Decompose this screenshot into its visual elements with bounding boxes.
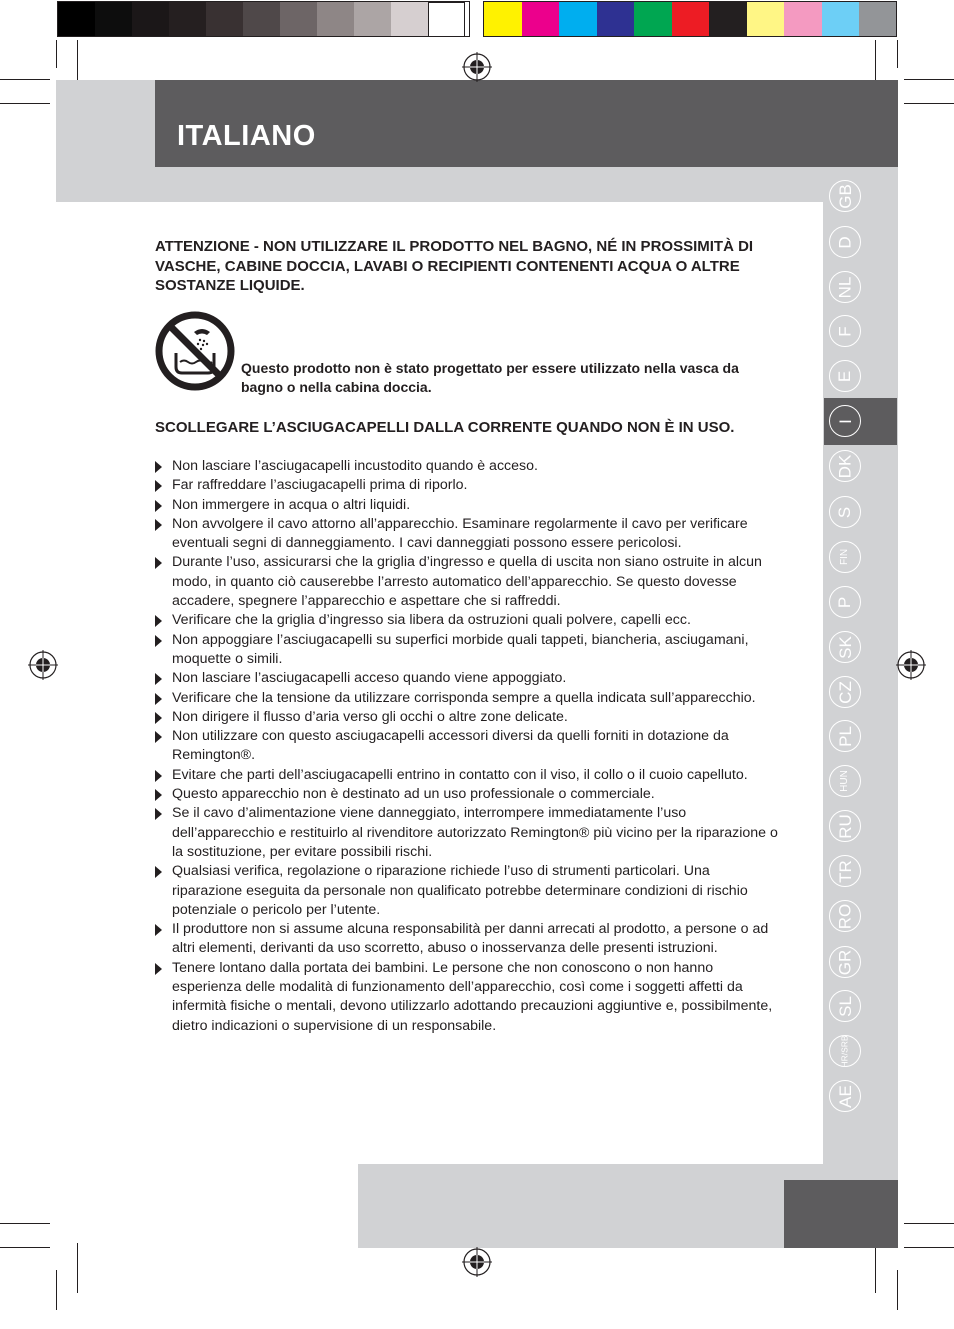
list-item	[155, 515, 780, 554]
language-tab-p[interactable]	[829, 586, 861, 618]
language-tab-hr-srb[interactable]	[829, 1035, 861, 1067]
language-tab-label: PL	[835, 725, 855, 747]
language-tab-nl[interactable]	[829, 271, 861, 303]
language-tab-hun[interactable]	[829, 765, 861, 797]
language-tab-label: SL	[835, 995, 855, 1017]
language-tab-label: P	[835, 596, 855, 608]
safety-instructions-list	[155, 457, 780, 1036]
list-item-text: Qualsiasi verifica, regolazione o riparazione richiede l’uso di strumenti particolari. Una riparazione eseguita da personale non qualificato potrebbe determinare condizioni di rischio potenziale o pericolo per l’utente.	[172, 863, 748, 918]
list-item	[155, 669, 780, 688]
list-item	[155, 496, 780, 515]
list-item	[155, 708, 780, 727]
list-item	[155, 457, 780, 476]
list-item	[155, 804, 780, 862]
language-tab-label: S	[835, 506, 855, 518]
language-tab-f[interactable]	[829, 315, 861, 347]
language-tab-sk[interactable]	[829, 631, 861, 663]
language-tab-tr[interactable]	[829, 855, 861, 887]
crop-mark	[0, 103, 50, 104]
language-tab-dk[interactable]	[829, 450, 861, 482]
crop-mark	[904, 1247, 954, 1248]
language-tab-label: I	[835, 418, 855, 424]
list-item	[155, 689, 780, 708]
language-tab-cz[interactable]	[829, 676, 861, 708]
list-item-text: Questo apparecchio non è destinato ad un uso professionale o commerciale.	[172, 786, 655, 803]
crosshair-registration-icon	[896, 650, 926, 680]
list-item-text: Non dirigere il flusso d’aria verso gli occhi o altre zone delicate.	[172, 708, 568, 725]
list-item-text: Non lasciare l’asciugacapelli incustodito quando è acceso.	[172, 458, 538, 474]
bullet-arrow-icon	[155, 635, 162, 647]
list-item-text: Il produttore non si assume alcuna responsabilità per danni arrecati al prodotto, a persone o ad altri elementi, derivanti da uso scorretto, abuso o inosservanza delle presenti istruzioni.	[172, 921, 769, 957]
language-tab-gb[interactable]	[829, 180, 861, 212]
page-title: ITALIANO	[177, 120, 316, 152]
list-item	[155, 476, 780, 495]
list-item-text: Non lasciare l’asciugacapelli acceso quando viene appoggiato.	[172, 670, 567, 687]
bullet-arrow-icon	[155, 808, 162, 820]
list-item-text: Non utilizzare con questo asciugacapelli accessori diversi da quelli forniti in dotazione da Remington®.	[172, 728, 729, 764]
crop-mark	[0, 79, 50, 80]
bullet-arrow-icon	[155, 461, 162, 473]
language-tab-label: E	[835, 370, 855, 382]
language-tab-label: CZ	[835, 680, 855, 704]
language-tab-gr[interactable]	[829, 946, 861, 978]
list-item-text: Evitare che parti dell’asciugacapelli entrino in contatto con il viso, il collo o il cuoio capelluto.	[172, 766, 748, 783]
color-bar-outline	[483, 1, 897, 37]
language-tab-d[interactable]	[829, 226, 861, 258]
language-tab-label: RO	[835, 903, 855, 929]
bullet-arrow-icon	[155, 712, 162, 724]
crop-mark	[0, 1247, 50, 1248]
page-frame-top	[155, 167, 898, 202]
crop-mark	[897, 1270, 898, 1310]
list-item	[155, 959, 780, 1036]
language-tab-ro[interactable]	[829, 900, 861, 932]
bullet-arrow-icon	[155, 770, 162, 782]
bullet-arrow-icon	[155, 615, 162, 627]
language-tab-label: F	[835, 325, 855, 337]
language-tab-fin[interactable]	[829, 541, 861, 573]
list-item	[155, 766, 780, 785]
list-item-text: Tenere lontano dalla portata dei bambini. Le persone che non conoscono o non hanno esperienza delle modalità di funzionamento dell’apparecchio, così come i soggetti affetti da infermità fisiche o mentali, devono utilizzarlo adottando precauzioni aggiuntive e, possibilmente, dietro indicazioni o supervisione di un responsabile.	[172, 959, 773, 1034]
language-tab-ru[interactable]	[829, 810, 861, 842]
language-tab-i[interactable]	[829, 405, 861, 437]
crop-mark	[904, 1223, 954, 1224]
page-frame-top-left	[56, 80, 155, 202]
list-item-text: Non avvolgere il cavo attorno all’apparecchio. Esaminare regolarmente il cavo per verificare eventuali segni di danneggiamento. I cavi danneggiati possono essere pericolosi.	[172, 515, 748, 552]
list-item-text: Non appoggiare l’asciugacapelli su superfici morbide quali tappeti, biancheria, asciugamani, moquette o simili.	[172, 631, 749, 667]
bullet-arrow-icon	[155, 673, 162, 685]
bullet-arrow-icon	[155, 500, 162, 512]
list-item-text: Durante l’uso, assicurarsi che la griglia d’ingresso e quella di uscita non siano ostruite in alcun modo, in quanto ciò causerebbe l’arresto automatico dell’apparecchio. Se questo dovesse accadere, spegnere l’apparecchio e aspettare che si raffreddi.	[172, 554, 762, 610]
language-tab-label: GR	[835, 949, 855, 975]
list-item-text: Verificare che la tensione da utilizzare corrisponda sempre a quella indicata sull’apparecchio.	[172, 689, 756, 706]
list-item-text: Non immergere in acqua o altri liquidi.	[172, 496, 411, 513]
crop-mark	[56, 40, 57, 68]
language-tab-label: GB	[835, 183, 855, 209]
color-bar-outline	[57, 1, 470, 37]
bullet-arrow-icon	[155, 693, 162, 705]
list-item	[155, 862, 780, 920]
list-item-text: Far raffreddare l’asciugacapelli prima di riporlo.	[172, 477, 468, 494]
list-item	[155, 920, 780, 959]
crop-mark	[77, 1243, 78, 1293]
bullet-arrow-icon	[155, 731, 162, 743]
bullet-arrow-icon	[155, 924, 162, 936]
language-tab-sl[interactable]	[829, 990, 861, 1022]
language-tab-e[interactable]	[829, 360, 861, 392]
language-tab-label: DK	[835, 454, 855, 478]
bullet-arrow-icon	[155, 789, 162, 801]
warning-heading: ATTENZIONE - NON UTILIZZARE IL PRODOTTO NEL BAGNO, NÉ IN PROSSIMITÀ DI VASCHE, CABINE DOCCIA, LAVABI O RECIPIENTI CONTENENTI ACQUA O ALTRE SOSTANZE LIQUIDE.	[155, 238, 754, 294]
language-tab-label: HR/SRB	[839, 1034, 850, 1068]
list-item	[155, 785, 780, 804]
crop-mark	[0, 1223, 50, 1224]
crop-mark	[56, 1270, 57, 1310]
language-tab-label: SK	[835, 635, 855, 659]
bullet-arrow-icon	[155, 557, 162, 569]
crop-mark	[904, 79, 954, 80]
list-item-text: Se il cavo d’alimentazione viene danneggiato, interrompere immediatamente l’uso dell’apparecchio e restituirlo al rivenditore autorizzato Remington® più vicino per la riparazione o la sostituzione, per evitare possibili rischi.	[172, 805, 778, 860]
language-tab-label: AE	[835, 1084, 855, 1108]
list-item	[155, 727, 780, 766]
crop-mark	[897, 40, 898, 68]
page-number-block	[784, 1180, 898, 1248]
crosshair-registration-icon	[28, 650, 58, 680]
list-item-text: Verificare che la griglia d’ingresso sia libera da ostruzioni quali polvere, capelli ecc.	[172, 612, 691, 629]
crosshair-registration-icon	[462, 1247, 492, 1277]
bullet-arrow-icon	[155, 963, 162, 975]
language-tab-pl[interactable]	[829, 720, 861, 752]
language-tab-label: NL	[835, 276, 855, 298]
section-heading: SCOLLEGARE L’ASCIUGACAPELLI DALLA CORRENTE QUANDO NON È IN USO.	[155, 419, 735, 436]
list-item	[155, 611, 780, 630]
language-tab-label: D	[835, 235, 855, 249]
language-tab-ae[interactable]	[829, 1080, 861, 1112]
bullet-arrow-icon	[155, 866, 162, 878]
language-tab-s[interactable]	[829, 496, 861, 528]
list-item	[155, 631, 780, 670]
crosshair-registration-icon	[462, 52, 492, 82]
bullet-arrow-icon	[155, 519, 162, 531]
language-tab-label: HUN	[838, 770, 850, 792]
warning-note: Questo prodotto non è stato progettato per essere utilizzato nella vasca da bagno o nella cabina doccia.	[241, 360, 739, 395]
bullet-arrow-icon	[155, 480, 162, 492]
crop-mark	[904, 103, 954, 104]
crop-mark	[875, 1243, 876, 1293]
list-item	[155, 553, 780, 611]
no-bath-icon	[154, 310, 236, 392]
language-tab-label: TR	[835, 859, 855, 883]
language-tab-label: FIN	[838, 548, 850, 566]
language-tab-label: RU	[835, 813, 855, 839]
